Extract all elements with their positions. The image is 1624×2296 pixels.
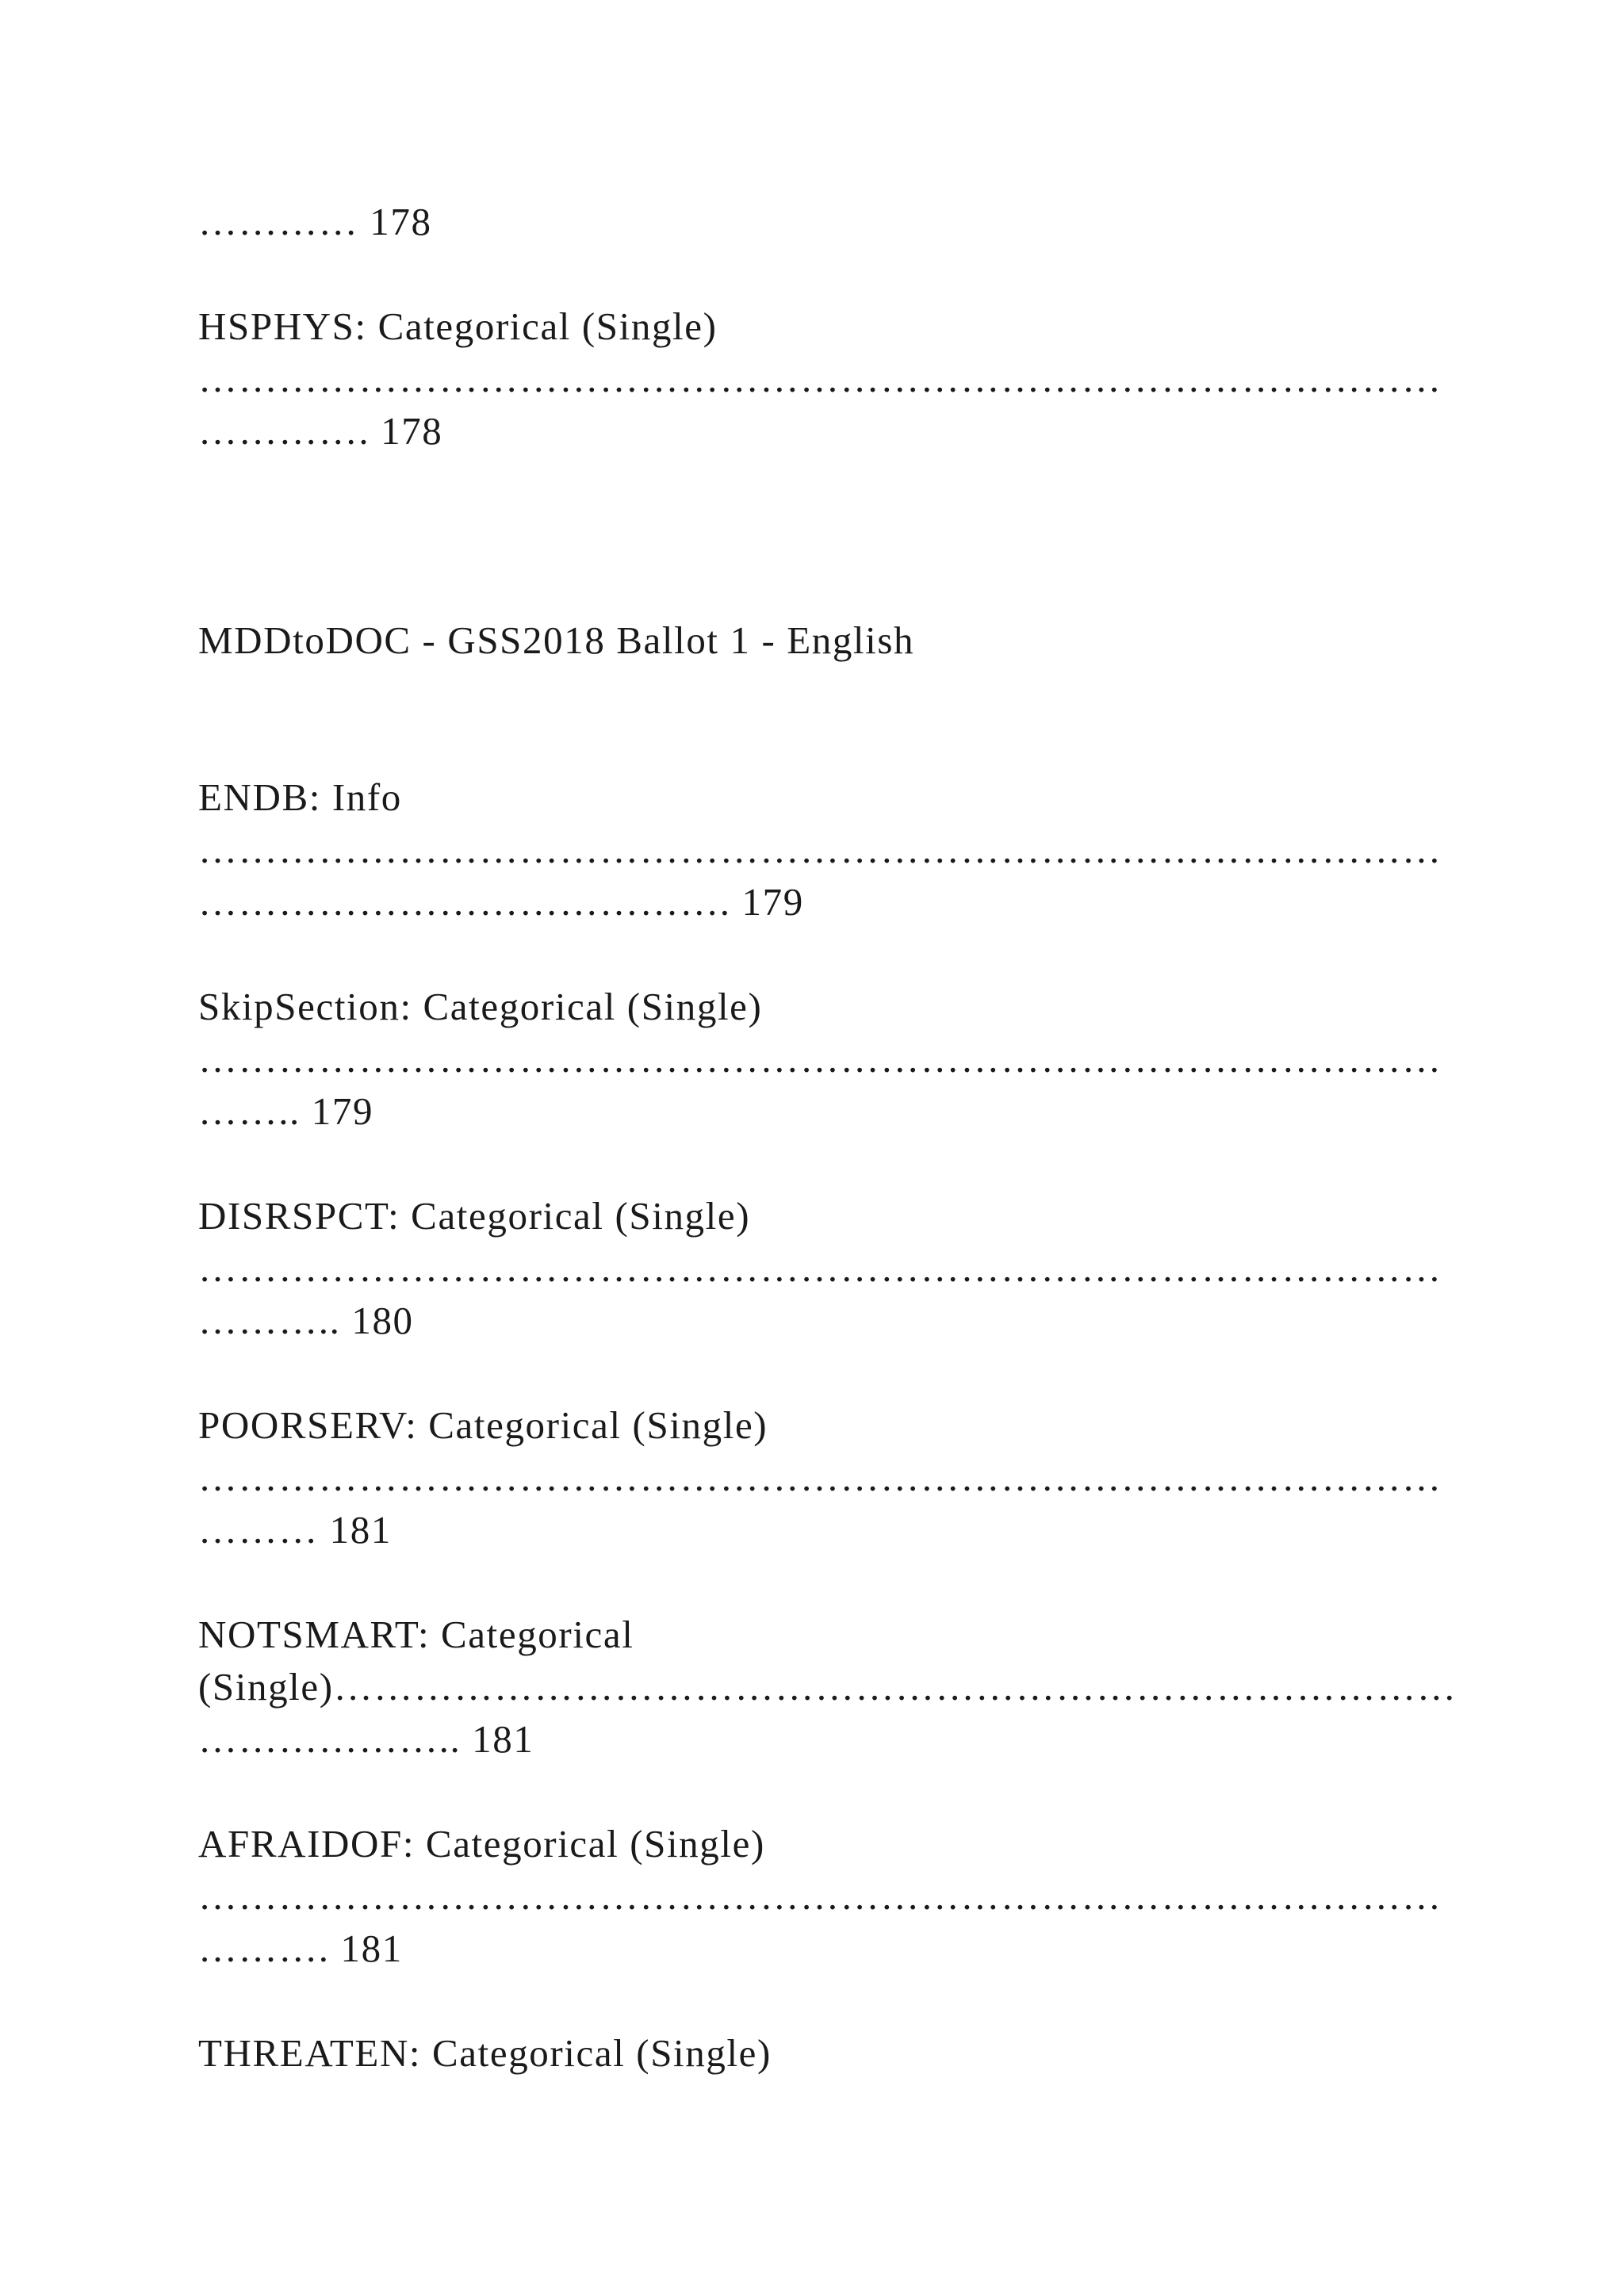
toc-entry-afraidof: AFRAIDOF: Categorical (Single) [198, 1822, 765, 1866]
toc-leader-line: (Single)………………………………………………………………………… [198, 1665, 1457, 1709]
toc-entry-threaten: THREATEN: Categorical (Single) [198, 2031, 772, 2075]
toc-entry-hsphys: HSPHYS: Categorical (Single) [198, 304, 718, 348]
toc-leader-line: ………………………………………………………………………………… [198, 828, 1442, 871]
toc-leader-line: ………………………………………………………………………………… [198, 1037, 1442, 1081]
toc-page-number-line: …………. 178 [198, 409, 443, 453]
toc-page-number-line: ………… 178 [198, 200, 432, 243]
toc-leader-line: ………………………………………………………………………………… [198, 1874, 1442, 1918]
toc-entry-skipsection: SkipSection: Categorical (Single) [198, 985, 763, 1028]
toc-page-number-line: ………. 181 [198, 1927, 403, 1970]
toc-entry-poorserv: POORSERV: Categorical (Single) [198, 1403, 768, 1447]
section-header: MDDtoDOC - GSS2018 Ballot 1 - English [198, 618, 915, 662]
toc-leader-line: ………………………………………………………………………………… [198, 1246, 1442, 1290]
toc-entry-endb: ENDB: Info [198, 775, 402, 819]
toc-page-number-line: ……….. 180 [198, 1299, 414, 1342]
toc-entry-notsmart: NOTSMART: Categorical [198, 1613, 634, 1656]
toc-page-number-line: …….. 179 [198, 1089, 374, 1133]
toc-page-number-line: ……………….. 181 [198, 1717, 534, 1761]
toc-leader-line: ………………………………………………………………………………… [198, 1456, 1442, 1499]
toc-page-number-line: …………………………………. 179 [198, 880, 804, 924]
toc-leader-line: ………………………………………………………………………………… [198, 357, 1442, 400]
toc-page-number-line: ……… 181 [198, 1508, 392, 1552]
toc-entry-disrspct: DISRSPCT: Categorical (Single) [198, 1194, 751, 1238]
